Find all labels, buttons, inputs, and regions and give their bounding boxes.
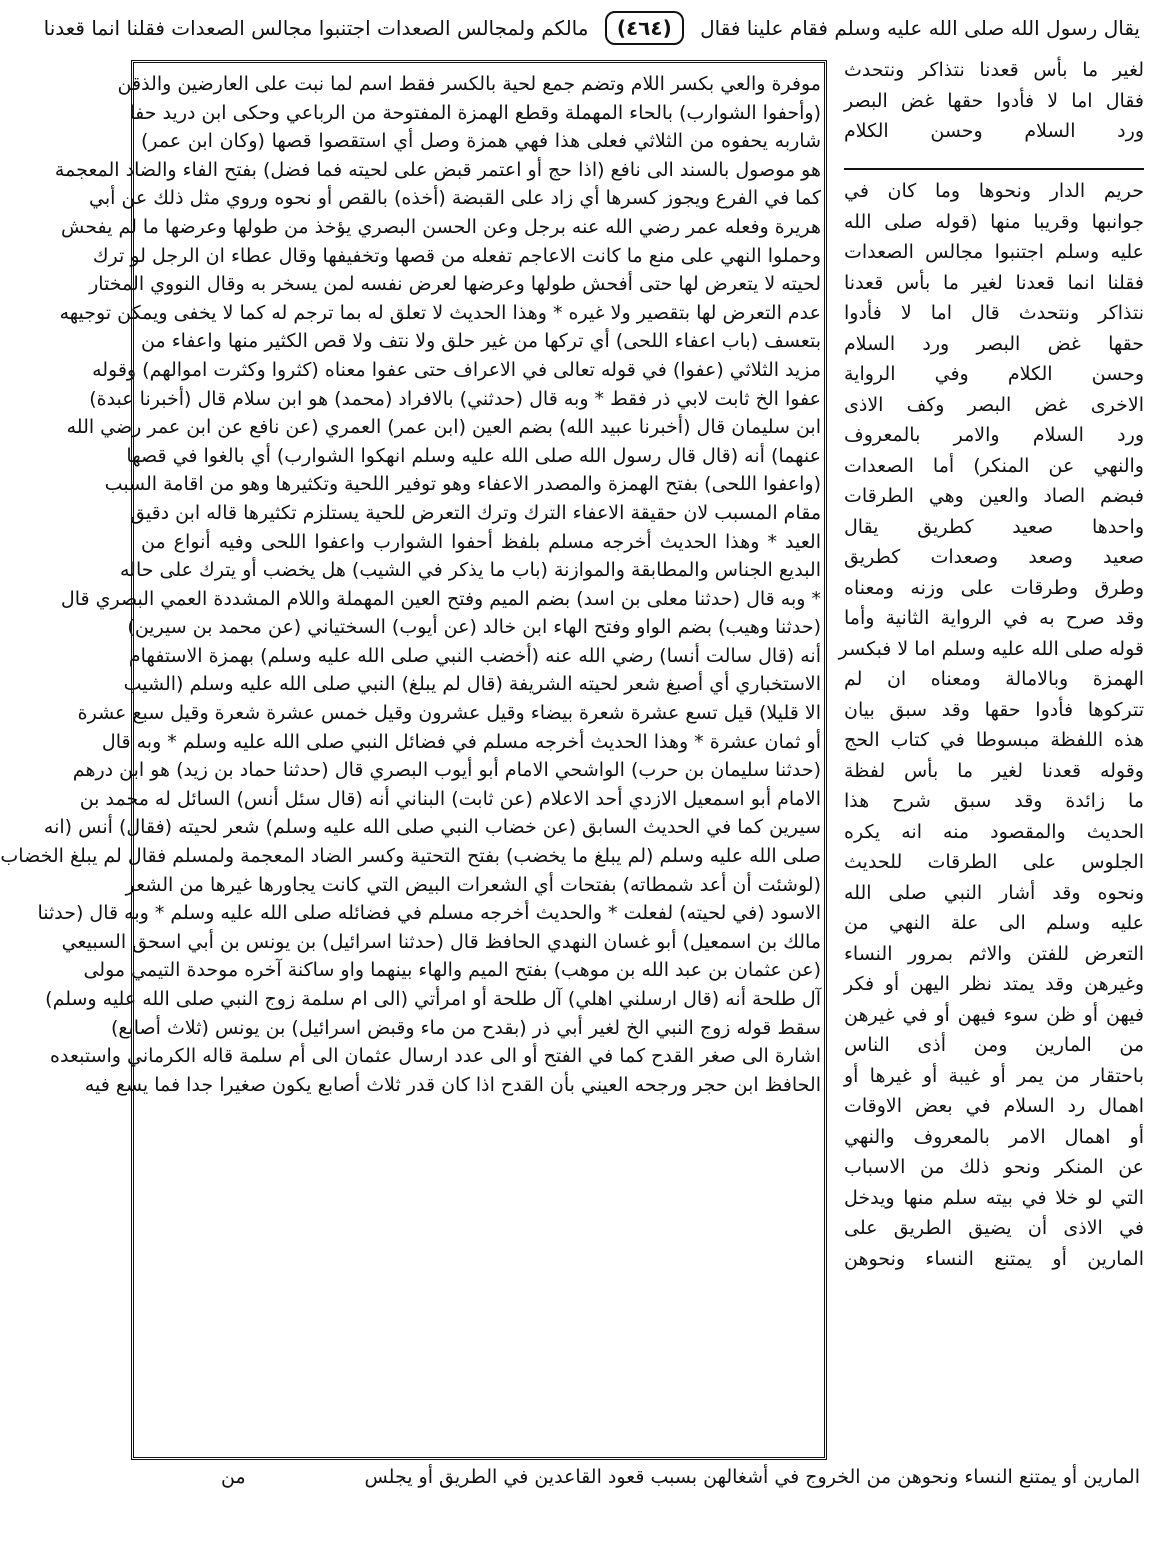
- side-line: أو اهمال الامر بالمعروف والنهي: [844, 1125, 1144, 1148]
- side-top-line: ورد السلام وحسن الكلام: [844, 120, 1144, 142]
- side-line: الهمزة وبالامالة ومعناه ان لم: [844, 668, 1144, 690]
- main-line: وحملوا النهي على منع ما كانت الاعاجم تفعله من قصها وتخفيفها وقال عطاء ان الرجل لو ترك: [92, 244, 821, 267]
- side-line: والنهي عن المنكر) أما الصعدات: [844, 454, 1144, 477]
- side-line: فبضم الصاد والعين وهي الطرقات: [844, 485, 1144, 507]
- side-line: واحدها صعيد كطريق يقال: [844, 515, 1144, 538]
- main-line: (حدثنا سليمان بن حرب) الواشحي الامام أبو أيوب البصري قال (حدثنا حماد بن زيد) هو ابن درهم: [72, 759, 821, 782]
- side-line: الجلوس على الطرقات للحديث: [844, 851, 1144, 873]
- main-line: مقام المسبب لان حقيقة الاعفاء الترك وترك التعرض للحية يستلزم تكثيرها قاله ابن دقيق: [130, 501, 821, 524]
- main-line: العيد * وهذا الحديث أخرجه مسلم بلفظ أحفوا الشوارب واعفوا اللحى وفيه أنواع من: [141, 530, 821, 553]
- header-right-text: يقال رسول الله صلى الله عليه وسلم فقام علينا فقال: [700, 16, 1140, 40]
- side-commentary-top: [844, 55, 1144, 165]
- main-line: أنه (قال سالت أنسا) رضي الله عنه (أخضب النبي صلى الله عليه وسلم) بهمزة الاستفهام: [128, 644, 821, 667]
- main-line: صلى الله عليه وسلم (لم يبلغ ما يخضب) بفتح التحتية وكسر الضاد المعجمة ولمسلم فقال لم يبلغ الخضاب: [0, 845, 821, 868]
- side-top-line: لغير ما بأس قعدنا نتذاكر ونتحدث: [844, 59, 1144, 81]
- main-line: (وأحفوا الشوارب) بالحاء المهملة وقطع الهمزة المفتوحة من الرباعي وحكى ابن دريد حفا: [129, 101, 821, 124]
- side-line: فيهن أو ظن سوء فيهن أو في غيرهن: [844, 1003, 1144, 1026]
- main-line: (واعفوا اللحى) بفتح الهمزة والمصدر الاعفاء وهو توفير اللحية وتكثيرها وهو من اقامة السبب: [104, 473, 821, 496]
- side-line: من المارين ومن أذى الناس: [844, 1034, 1144, 1056]
- side-line: قوله صلى الله عليه وسلم اما لا فبكسر: [838, 637, 1144, 660]
- main-line: سيرين كما في الحديث السابق (عن خضاب النبي صلى الله عليه وسلم) شعر لحيته (فقال) أنس (انه: [43, 816, 821, 839]
- side-line: ونحوه وقد أشار النبي صلى الله: [844, 881, 1144, 904]
- side-line: جوانبها وقريبا منها (قوله صلى الله: [844, 210, 1144, 233]
- side-line: تتركوها فأدوا حقها وقد سبق بيان: [844, 698, 1144, 721]
- side-commentary: [838, 176, 1144, 1461]
- main-line: الاسود (في لحيته) لفعلت * والحديث أخرجه مسلم في فضائله صلى الله عليه وسلم * وبه قال (حدثنا: [37, 902, 821, 925]
- side-line: صعيد وصعد وصعدات كطريق: [844, 546, 1144, 568]
- side-line: فقلنا انما قعدنا لغير ما بأس قعدنا: [844, 271, 1144, 294]
- main-line: سقط قوله زوج النبي الخ لغير أبي ذر (بقدح من ماء وقبض اسرائيل) بن يونس (ثلاث أصابع): [110, 1016, 821, 1039]
- catchword: من: [221, 1466, 246, 1488]
- main-line: (حدثنا وهيب) بضم الواو وفتح الهاء ابن خالد (عن أيوب) السختياني (عن محمد بن سيرين): [127, 616, 821, 639]
- main-line: (لوشئت أن أعد شمطاته) بفتحات أي الشعرات البيض التي كانت يجاورها غيرها من الشعر: [125, 873, 821, 896]
- main-line: أو ثمان عشرة * وهذا الحديث أخرجه مسلم في فضائل النبي صلى الله عليه وسلم * وبه قال: [101, 730, 821, 753]
- main-line: عفوا الخ ثابت لابي ذر فقط * وبه قال (حدثني) بالافراد (محمد) هو ابن سلام قال (أخبرنا عبدة): [89, 387, 821, 410]
- main-line: كما في الفرع ويجوز كسرها أي زاد على القبضة (أخذه) بالقص أو نحوه وروي مثل ذلك عن أبي: [89, 187, 821, 210]
- side-line: الحديث والمقصود منه انه يكره: [844, 820, 1144, 843]
- main-line: مالك بن اسمعيل) أبو غسان النهدي الحافظ قال (حدثنا اسرائيل) بن يونس بن أبي اسحق السبيعي: [61, 930, 821, 953]
- side-line: التعرض للفتن والاثم بمرور النساء: [844, 942, 1144, 965]
- main-line: الامام أبو اسمعيل الازدي أحد الاعلام (عن ثابت) البناني أنه (قال سئل أنس) السائل له محمد بن: [79, 787, 821, 810]
- side-line: باحتقار من يمر أو غيبة أو غيرها أو: [844, 1064, 1144, 1087]
- side-divider: [844, 168, 1144, 170]
- main-line: مزيد الثلاثي (عفوا) في قوله تعالى في الاعراف حتى عفوا معناه (كثروا وكثرت اموالهم) وقوله: [92, 358, 821, 381]
- main-line: بتعسف (باب اعفاء اللحى) أي تركها من غير حلق ولا نتف ولا قص الكثير منها واعفاء من: [141, 330, 821, 353]
- side-line: وحسن الكلام وفي الرواية: [844, 363, 1144, 385]
- side-line: عليه وسلم الى علة النهي من: [844, 912, 1144, 934]
- main-line: البديع الجناس والمطابقة والموازنة (باب ما يذكر في الشيب) هل يخضب أو يترك على حاله: [120, 559, 821, 582]
- side-line: وغيرهن وقد يمتد نظر اليهن أو فكر: [844, 973, 1144, 995]
- main-line: هريرة وفعله عمر رضي الله عنه برجل وعن الحسن البصري يؤخذ من طولها وعرضها ما لم يفحش: [61, 215, 821, 238]
- header-left-text: مالكم ولمجالس الصعدات اجتنبوا مجالس الصعدات فقلنا انما قعدنا: [43, 16, 589, 40]
- main-line: * وبه قال (حدثنا معلى بن اسد) بضم الميم وفتح العين المهملة واللام المشددة العمي البصري قال: [60, 587, 821, 610]
- main-text: [0, 70, 821, 1455]
- side-line: هذه اللفظة مبسوطا في كتاب الحج: [844, 729, 1144, 751]
- side-line: وقد صرح به في الرواية الثانية وأما: [844, 607, 1144, 629]
- page-number: (٤٦٤): [605, 11, 684, 45]
- main-line: الحافظ ابن حجر ورجحه العيني بأن القدح اذا كان قدر ثلاث أصابع يكون صغيرا جدا فما يسع فيه: [84, 1073, 821, 1096]
- side-line: المارين أو يمتنع النساء ونحوهن: [844, 1247, 1144, 1270]
- side-line: حريم الدار ونحوها وما كان في: [844, 180, 1144, 202]
- side-line: التي لو خلا في بيته سلم منها ويدخل: [844, 1186, 1144, 1209]
- page-footer: [121, 1462, 1140, 1522]
- side-line: ما زائدة وقد سبق شرح هذا: [844, 790, 1144, 812]
- main-line: هو موصول بالسند الى نافع (اذا حج أو اعتمر قبض على لحيته فما فضل) بفتح الفاء والضاد المعجمة: [54, 158, 821, 181]
- main-line: موفرة والعي بكسر اللام وتضم جمع لحية بالكسر فقط اسم لما نبت على العارضين والذقن: [117, 73, 821, 95]
- side-top-line: فقال اما لا فأدوا حقها غض البصر: [844, 89, 1144, 112]
- side-line: ورد السلام والامر بالمعروف: [844, 424, 1144, 446]
- main-line: آل طلحة أنه (قال ارسلني اهلي) آل طلحة أو امرأتي (الى ام سلمة زوج النبي صلى الله عليه وسلم): [45, 988, 821, 1010]
- side-line: الاخرى غض البصر وكف الاذى: [844, 393, 1144, 416]
- side-line: وطرق وطرقات على وزنه ومعناه: [844, 576, 1144, 599]
- main-line: لحيته لا يتعرض لها حتى أفحش طولها وعرضها لعرض نفسه لمن يسخر به وقال النووي المختار: [89, 273, 821, 296]
- side-line: اهمال رد السلام في بعض الاوقات: [844, 1095, 1144, 1117]
- main-line: ابن سليمان قال (أخبرنا عبيد الله) بضم العين (ابن عمر) العمري (عن نافع عن ابن عمر رضي الله: [66, 416, 821, 439]
- main-line: الاستخباري أي أصبغ شعر لحيته الشريفة (قال لم يبلغ) النبي صلى الله عليه وسلم (الشيب: [123, 673, 821, 696]
- side-line: حقها غض البصر ورد السلام: [844, 332, 1144, 355]
- page-header: [43, 8, 1140, 52]
- side-line: وقوله قعدنا لغير ما بأس لفظة: [844, 759, 1144, 782]
- main-line: شاربه يحفوه من الثلاثي فعلى هذا فهي همزة وصل أي استقصوا قصها (وكان ابن عمر): [141, 130, 821, 153]
- main-line: عنهما) أنه (قال قال رسول الله صلى الله عليه وسلم انهكوا الشوارب) أي بالغوا في قصها: [126, 444, 821, 467]
- main-line: (عن عثمان بن عبد الله بن موهب) بفتح الميم والهاء بينهما واو ساكنة آخره موحدة التيمي مولى: [83, 959, 821, 982]
- side-line: نتذاكر ونتحدث قال اما لا فأدوا: [844, 302, 1144, 324]
- side-line: عن المنكر ونحو ذلك من الاسباب: [844, 1156, 1144, 1178]
- main-line: اشارة الى صغر القدح كما في الفتح أو الى عدد ارسال عثمان الى أم سلمة قاله الكرماني واستبعده: [50, 1045, 821, 1068]
- side-line: في الاذى أن يضيق الطريق على: [844, 1217, 1144, 1239]
- main-line: الا قليلا) قيل تسع عشرة شعرة بيضاء وقيل عشرون وقيل خمس عشرة شعرة وقيل سبع عشرة: [77, 702, 821, 725]
- main-line: عدم التعرض لها بتقصير ولا غيره * وهذا الحديث لا تعلق له بما ترجم له كما لا يخفى ويمكن توجيهه: [59, 301, 821, 324]
- footer-line: المارين أو يمتنع النساء ونحوهن من الخروج في أشغالهن بسبب قعود القاعدين في الطريق أو يجلس: [364, 1466, 1140, 1488]
- side-line: عليه وسلم اجتنبوا مجالس الصعدات: [844, 241, 1144, 263]
